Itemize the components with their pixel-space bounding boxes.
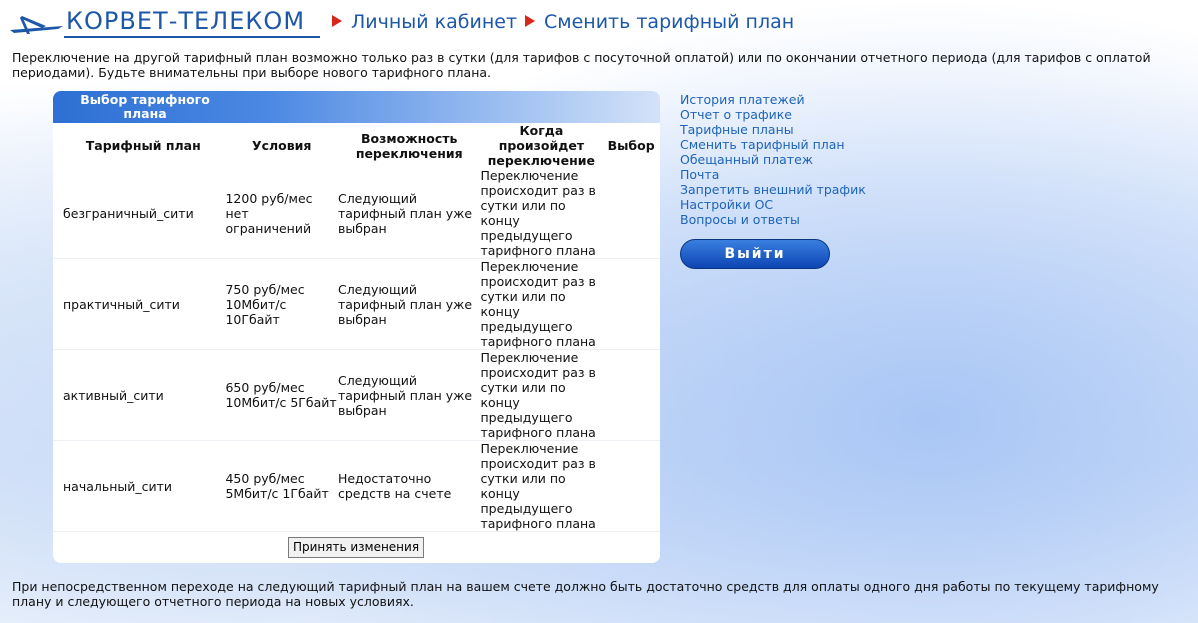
condition-line: нет ограничений: [225, 205, 312, 236]
condition-line: 450 руб/мес: [225, 471, 305, 486]
switch-possibility: Следующий тарифный план уже выбран: [338, 168, 481, 259]
sidebar-link-block-external-traffic[interactable]: Запретить внешний трафик: [680, 182, 866, 197]
plan-name: практичный_сити: [53, 259, 225, 350]
column-header-possibility: Возможность переключения: [355, 130, 463, 161]
logout-button[interactable]: Выйти: [680, 239, 830, 269]
header: [8, 6, 1188, 42]
sidebar-link-os-settings[interactable]: Настройки ОС: [680, 197, 774, 212]
switch-when: Переключение происходит раз в сутки или по концу предыдущего тарифного плана: [480, 168, 602, 259]
sidebar-link-mail[interactable]: Почта: [680, 167, 720, 182]
column-header-choice: Выбор: [607, 138, 655, 153]
table-row: [53, 168, 660, 259]
choice-cell: [602, 441, 660, 532]
condition-line: 10Мбит/с 5Гбайт: [225, 395, 337, 410]
footer-note: При непосредственном переходе на следующий тарифный план на вашем счете должно быть достаточно средств для оплаты одного дня работы по текущему тарифному плану и следующего отчетного периода на новых условиях.: [12, 579, 1159, 609]
choice-cell: [602, 350, 660, 441]
plan-conditions: [225, 259, 337, 350]
condition-line: 1200 руб/мес: [225, 190, 313, 206]
column-header-plan: Тарифный план: [85, 138, 201, 153]
sidebar-link-tariff-plans[interactable]: Тарифные планы: [680, 122, 794, 137]
plan-conditions: [225, 168, 337, 259]
apply-changes-button[interactable]: Принять изменения: [288, 537, 424, 558]
condition-line: 5Мбит/с 1Гбайт: [225, 486, 329, 501]
logo[interactable]: [8, 6, 323, 40]
sidebar-link-traffic-report[interactable]: Отчет о трафике: [680, 107, 792, 122]
panel-title: Выбор тарифного плана: [80, 92, 210, 121]
switch-possibility: Недостаточно средств на счете: [338, 441, 481, 532]
tariff-table: [53, 123, 660, 532]
sidebar-link-change-plan[interactable]: Сменить тарифный план: [680, 137, 845, 152]
column-header-when: Когда произойдет переключение: [487, 123, 596, 168]
breadcrumb-arrow-icon: [332, 15, 342, 27]
condition-line: 10Гбайт: [225, 311, 280, 327]
switch-when: Переключение происходит раз в сутки или по концу предыдущего тарифного плана: [480, 441, 602, 532]
panel-header: [53, 91, 660, 123]
tariff-selection-panel: [53, 91, 660, 563]
sidebar-nav: [680, 92, 866, 227]
choice-cell: [602, 259, 660, 350]
column-header-conditions: Условия: [251, 138, 312, 153]
condition-line: 10Мбит/с: [225, 296, 287, 312]
condition-line: 650 руб/мес: [225, 380, 305, 395]
sidebar-link-faq[interactable]: Вопросы и ответы: [680, 212, 800, 227]
plan-name: активный_сити: [53, 350, 225, 441]
table-row: [53, 350, 660, 441]
plan-name: безграничный_сити: [53, 168, 225, 259]
plan-conditions: [225, 350, 337, 441]
sidebar-link-promised-payment[interactable]: Обещанный платеж: [680, 152, 814, 167]
condition-line: 750 руб/мес: [225, 281, 305, 297]
breadcrumb-personal-account[interactable]: Личный кабинет: [351, 11, 518, 33]
logo-text: КОРВЕТ-ТЕЛЕКОМ: [66, 7, 306, 35]
switch-when: Переключение происходит раз в сутки или по концу предыдущего тарифного плана: [480, 259, 602, 350]
logo-bird-icon: [8, 6, 68, 40]
logo-underline: [64, 36, 324, 40]
plan-name: начальный_сити: [53, 441, 225, 532]
switch-possibility: Следующий тарифный план уже выбран: [338, 259, 481, 350]
table-row: [53, 259, 660, 350]
switch-possibility: Следующий тарифный план уже выбран: [338, 350, 481, 441]
breadcrumb-arrow-icon: [525, 15, 535, 27]
intro-text: Переключение на другой тарифный план возможно только раз в сутки (для тарифов с посуточной оплатой) или по окончании отчетного периода (для тарифов с оплатой периодами). Будьте внимательны при выборе нового тарифного плана.: [12, 50, 1151, 80]
switch-when: Переключение происходит раз в сутки или по концу предыдущего тарифного плана: [480, 350, 602, 441]
plan-conditions: [225, 441, 337, 532]
sidebar-link-payment-history[interactable]: История платежей: [680, 92, 805, 107]
choice-cell: [602, 168, 660, 259]
breadcrumb-change-plan: Сменить тарифный план: [544, 11, 795, 33]
table-row: [53, 441, 660, 532]
